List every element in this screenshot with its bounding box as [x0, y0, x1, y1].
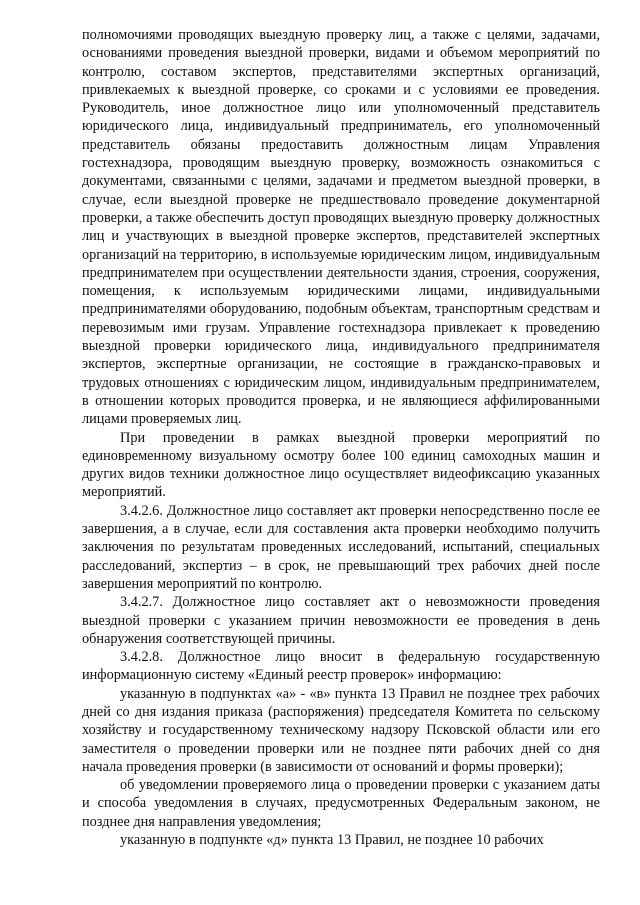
paragraph-3-4-2-6: 3.4.2.6. Должностное лицо составляет акт проверки непосредственно после ее завершения, а в случае, если для составления акта проверки необходимо получить заключения по результатам проведенных исследований, испытаний, специальных расследований, экспертиз – в срок, не превышающий трех рабочих дней после завершения мероприятий по контролю. [82, 502, 600, 592]
paragraph-video-recording: При проведении в рамках выездной проверки мероприятий по единовременному визуальному осмотру более 100 единиц самоходных машин и других видов техники должностное лицо осуществляет видеофиксацию указанных мероприятий. [82, 429, 600, 501]
paragraph-registry-item-d: указанную в подпункте «д» пункта 13 Правил, не позднее 10 рабочих [120, 832, 544, 849]
paragraph-3-4-2-8: 3.4.2.8. Должностное лицо вносит в федеральную государственную информационную систему «Единый реестр проверок» информацию: [82, 649, 600, 684]
paragraph-delegation-continued: полномочиями проводящих выездную проверку лиц, а также с целями, задачами, основаниями проведения выездной проверки, видами и объемом мероприятий по контролю, составом экспертов, представителями экспертных организаций, привлекаемых к выездной проверке, со сроками и с условиями ее проведения. Руководитель, иное должностное лицо или уполномоченный представитель юридического лица, индивидуальный предприниматель, его уполномоченный представитель обязаны предоставить должностным лицам Управления гостехнадзора, проводящим выездную проверку, возможность ознакомиться с документами, связанными с целями, задачами и предметом выездной проверки, в случае, если выездной проверке не предшествовало проведение документарной проверки, а также обеспечить доступ проводящих выездную проверку должностных лиц и участвующих в выездной проверке экспертов, представителей экспертных организаций на территорию, в используемые юридическим лицом, индивидуальным предпринимателем при осуществлении деятельности здания, строения, сооружения, помещения, к используемым юридическими лицами, индивидуальными предпринимателями оборудованию, подобным объектам, транспортным средствам и перевозимым ими грузам. Управление гостехнадзора привлекает к проведению выездной проверки юридического лица, индивидуального предпринимателя экспертов, экспертные организации, не состоящие в гражданско-правовых и трудовых отношениях с юридическим лицом, индивидуальным предпринимателем, в отношении которых проводится проверка, и не являющиеся аффилированными лицами проверяемых лиц. [82, 27, 600, 428]
paragraph-registry-item-a-v: указанную в подпунктах «а» - «в» пункта 13 Правил не позднее трех рабочих дней со дня издания приказа (распоряжения) председателя Комитета по сельскому хозяйству и государственному техническому надзору Псковской области или его заместителя о проведении проверки или не позднее пяти рабочих дней со дня начала проведения проверки (в зависимости от оснований и формы проверки); [82, 685, 600, 775]
paragraph-registry-notification: об уведомлении проверяемого лица о проведении проверки с указанием даты и способа уведомления в случаях, предусмотренных Федеральным законом, не позднее дня направления уведомления; [82, 777, 600, 830]
paragraph-3-4-2-7: 3.4.2.7. Должностное лицо составляет акт о невозможности проведения выездной проверки с указанием причин невозможности ее проведения в день обнаружения соответствующей причины. [82, 594, 600, 647]
